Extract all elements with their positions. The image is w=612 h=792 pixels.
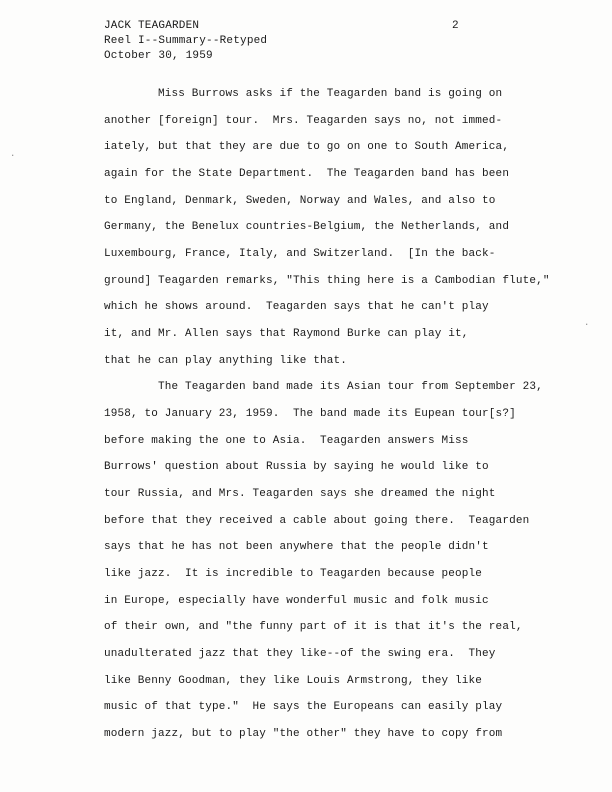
text-line: which he shows around. Teagarden says that he can't play	[104, 301, 489, 313]
header-reel: Reel I--Summary--Retyped	[104, 35, 268, 47]
text-line: says that he has not been anywhere that the people didn't	[104, 541, 489, 553]
text-line: iately, but that they are due to go on one to South America,	[104, 141, 510, 153]
text-line: 1958, to January 23, 1959. The band made its Eupean tour[s?]	[104, 408, 516, 420]
page-number: 2	[452, 20, 459, 32]
text-line: modern jazz, but to play "the other" they have to copy from	[104, 728, 503, 740]
scan-speck: ·	[584, 320, 590, 330]
text-line: it, and Mr. Allen says that Raymond Burke can play it,	[104, 328, 469, 340]
text-line: before that they received a cable about going there. Teagarden	[104, 515, 530, 527]
text-line: unadulterated jazz that they like--of the swing era. They	[104, 648, 496, 660]
header-date: October 30, 1959	[104, 50, 213, 62]
text-line: another [foreign] tour. Mrs. Teagarden says no, not immed-	[104, 115, 503, 127]
text-line: again for the State Department. The Teagarden band has been	[104, 168, 510, 180]
text-line: tour Russia, and Mrs. Teagarden says she dreamed the night	[104, 488, 496, 500]
text-line: ground] Teagarden remarks, "This thing here is a Cambodian flute,"	[104, 275, 550, 287]
text-line: that he can play anything like that.	[104, 355, 348, 367]
document-header	[104, 19, 267, 64]
text-line: of their own, and "the funny part of it is that it's the real,	[104, 621, 523, 633]
text-line: to England, Denmark, Sweden, Norway and Wales, and also to	[104, 195, 496, 207]
text-line: Luxembourg, France, Italy, and Switzerland. [In the back-	[104, 248, 496, 260]
text-line: in Europe, especially have wonderful music and folk music	[104, 595, 489, 607]
scan-speck: ·	[10, 151, 16, 161]
text-line: like Benny Goodman, they like Louis Armstrong, they like	[104, 675, 483, 687]
text-line: The Teagarden band made its Asian tour from September 23,	[104, 381, 543, 393]
header-name: JACK TEAGARDEN	[104, 20, 200, 32]
text-line: music of that type." He says the Europeans can easily play	[104, 701, 503, 713]
text-line: like jazz. It is incredible to Teagarden because people	[104, 568, 483, 580]
text-line: before making the one to Asia. Teagarden answers Miss	[104, 435, 469, 447]
text-line: Miss Burrows asks if the Teagarden band is going on	[104, 88, 503, 100]
text-line: Germany, the Benelux countries-Belgium, the Netherlands, and	[104, 221, 510, 233]
text-line: Burrows' question about Russia by saying he would like to	[104, 461, 489, 473]
